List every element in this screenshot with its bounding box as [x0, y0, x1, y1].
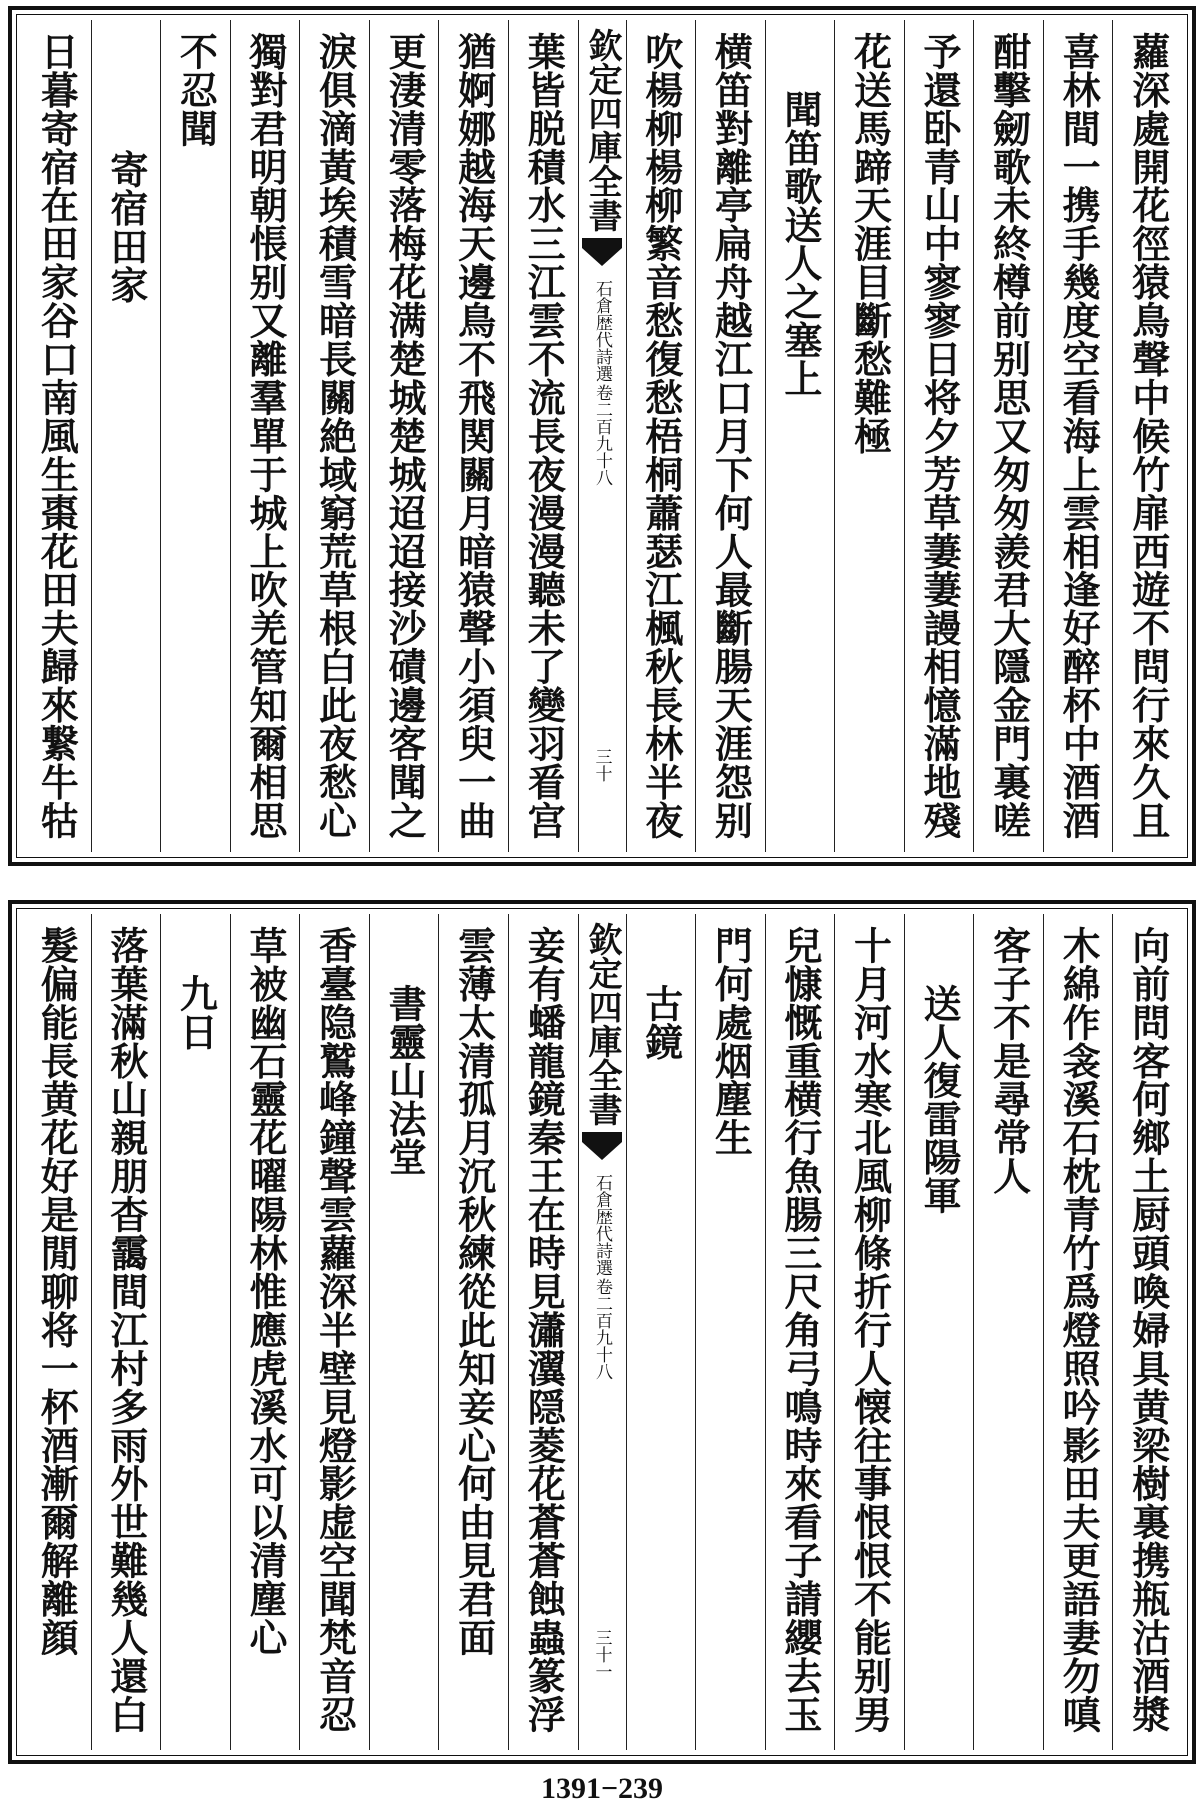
- text-column: [160, 20, 230, 852]
- text-column: [438, 914, 508, 1750]
- text-column: [438, 20, 508, 852]
- text-column: [626, 20, 696, 852]
- page-lower: [8, 900, 1196, 1764]
- series-name: 石倉歴代詩選: [592, 1174, 612, 1276]
- text-column: [230, 20, 300, 852]
- text-column: [22, 20, 91, 852]
- text-column: [22, 914, 91, 1750]
- text-column: [973, 914, 1043, 1750]
- text-column: [973, 20, 1043, 852]
- column-text: 蘿深處開花徑猿鳥聲中候竹扉西遊不問行來久且: [1125, 32, 1171, 840]
- poem-title-column: [369, 914, 439, 1750]
- text-column: [1043, 20, 1113, 852]
- column-text: 香臺隐鷲峰鐘聲雲蘿深半壁見燈影虚空聞梵音忍: [312, 926, 358, 1734]
- column-text: 不忍聞: [173, 32, 219, 148]
- text-column: [299, 914, 369, 1750]
- center-fold-band: [578, 20, 626, 852]
- column-text: 雲薄太清孤月沉秋練從此知妾心何由見君面: [451, 926, 497, 1657]
- text-column: [695, 20, 765, 852]
- page-reference: 1391−239: [540, 1772, 664, 1805]
- fishtail-mark-icon: [582, 1132, 622, 1166]
- poem-title: 聞笛歌送人之塞上: [777, 90, 823, 398]
- column-text: 横笛對離亭扁舟越江口月下何人最斷腸天涯怨别: [708, 32, 754, 840]
- book-title: 欽定四庫全書: [582, 922, 622, 1126]
- fishtail-mark-icon: [582, 238, 622, 272]
- column-text: 淚俱滴黃埃積雪暗長關絶域窮荒草根白此夜愁心: [312, 32, 358, 840]
- poem-title: 古鏡: [638, 984, 684, 1061]
- column-text: 客子不是尋常人: [986, 926, 1032, 1196]
- column-text: 予還卧青山中寥寥日将夕芳草萋萋謾相憶滿地殘: [917, 32, 963, 840]
- column-text: 兒慷慨重横行魚腸三尺角弓鳴時來看子請纓去玉: [777, 926, 823, 1734]
- poem-title-column: [765, 20, 835, 852]
- column-text: 吹楊柳楊柳繁音愁復愁梧桐蕭瑟江楓秋長林半夜: [638, 32, 684, 840]
- column-text: 更淒清零落梅花满楚城楚城迢迢接沙磧邊客聞之: [382, 32, 428, 840]
- text-columns-lower: [22, 914, 1182, 1750]
- column-text: 木綿作衾溪石枕青竹爲燈照吟影田夫更語妻勿嗔: [1056, 926, 1102, 1734]
- page-upper: [8, 6, 1196, 866]
- text-column: [904, 20, 974, 852]
- column-text: 葉皆脱積水三江雲不流長夜漫漫聽未了變羽㸔宫: [521, 32, 567, 840]
- column-text: 門何處烟塵生: [708, 926, 754, 1157]
- text-column: [765, 914, 835, 1750]
- text-column: [508, 914, 578, 1750]
- series-info: [592, 1174, 612, 1380]
- text-column: [1043, 914, 1113, 1750]
- text-column: [695, 914, 765, 1750]
- poem-title-column: [91, 20, 161, 852]
- text-columns-upper: [22, 20, 1182, 852]
- column-text: 十月河水寒北風柳條折行人懐往事恨恨不能别男: [847, 926, 893, 1734]
- book-title: 欽定四庫全書: [582, 28, 622, 232]
- text-column: [369, 20, 439, 852]
- poem-title-column: [160, 914, 230, 1750]
- text-column: [91, 914, 161, 1750]
- column-text: 妾有蟠龍鏡秦王在時見瀟瀷隠菱花蒼蒼蝕蟲篆浮: [521, 926, 567, 1734]
- column-text: 草被幽石靈花曜陽林惟應虎溪水可以清塵心: [242, 926, 288, 1657]
- poem-title: 寄宿田家: [103, 150, 149, 304]
- column-text: 髮偏能長黄花好是閒聊将一杯酒漸爾解離顔: [34, 926, 80, 1657]
- text-column: [834, 914, 904, 1750]
- series-info: [592, 280, 612, 486]
- volume-label: 卷二百九十八: [592, 1278, 612, 1380]
- center-fold-band: [578, 914, 626, 1750]
- poem-title: 書靈山法堂: [382, 984, 428, 1177]
- leaf-number: 三十: [591, 748, 612, 782]
- leaf-number: 三十一: [591, 1629, 612, 1680]
- text-column: [834, 20, 904, 852]
- column-text: 獨對君明朝悵别又離羣單于城上吹羌管知爾相思: [242, 32, 288, 840]
- column-text: 喜林間一携手幾度空看海上雲相逢好醉杯中酒酒: [1056, 32, 1102, 840]
- text-column: [230, 914, 300, 1750]
- poem-title: 送人復雷陽軍: [917, 984, 963, 1215]
- series-name: 石倉歴代詩選: [592, 280, 612, 382]
- poem-title-column: [626, 914, 696, 1750]
- text-column: [1112, 20, 1182, 852]
- column-text: 花送馬蹄天涯目斷愁難極: [847, 32, 893, 455]
- text-column: [508, 20, 578, 852]
- text-column: [299, 20, 369, 852]
- column-text: 猶婀娜越海天邊鳥不飛関關月暗猿聲小須臾一曲: [451, 32, 497, 840]
- text-column: [1112, 914, 1182, 1750]
- volume-label: 卷二百九十八: [592, 384, 612, 486]
- column-text: 酣擊劒歌未終樽前别思又匆匆羨君大隱金門裏嗟: [986, 32, 1032, 840]
- column-text: 日暮寄宿在田家谷口南風生棗花田夫歸來繋牛牯: [34, 32, 80, 840]
- column-text: 向前問客何鄉土厨頭喚婦具黄梁樹裏携瓶沽酒漿: [1125, 926, 1171, 1734]
- column-text: 落葉滿秋山親朋杳靄間江村多雨外世難幾人還白: [103, 926, 149, 1734]
- poem-title: 九日: [173, 974, 219, 1051]
- poem-title-column: [904, 914, 974, 1750]
